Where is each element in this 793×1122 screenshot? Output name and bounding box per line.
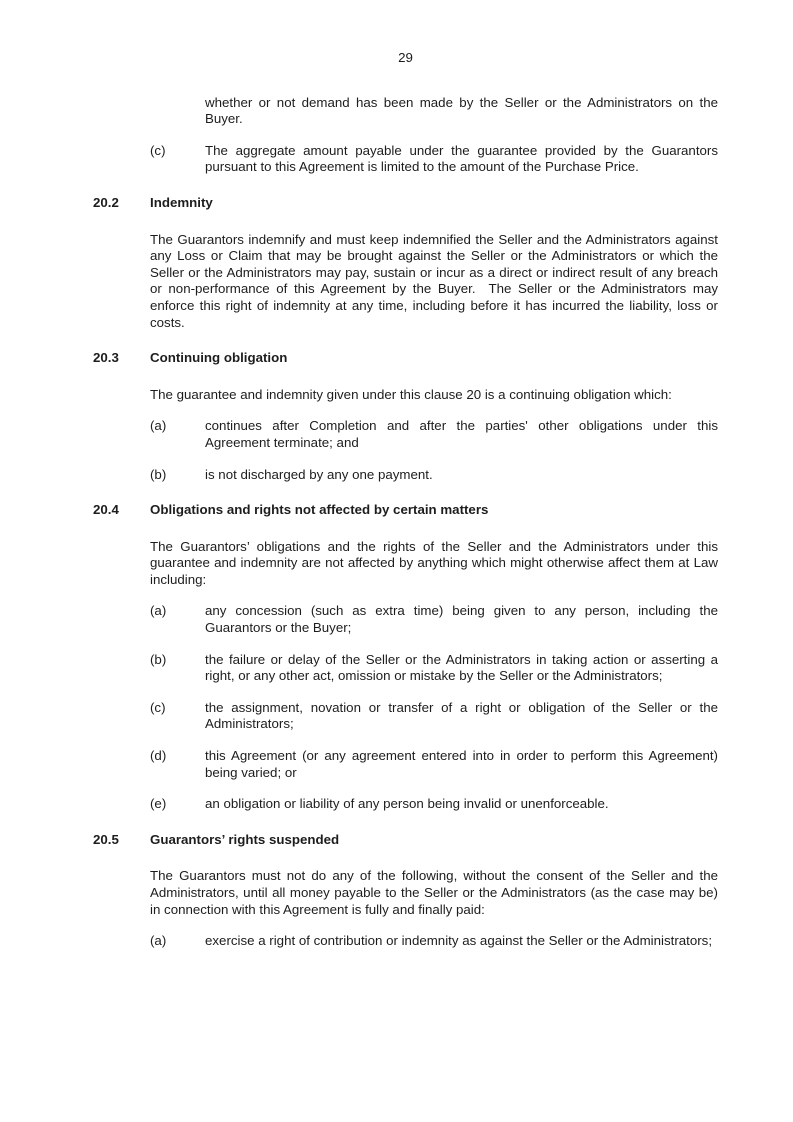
section-title: Indemnity	[150, 194, 213, 210]
section-number: 20.3	[93, 350, 119, 366]
list-item-label: (a)	[150, 418, 167, 434]
section-title: Guarantors’ rights suspended	[150, 831, 340, 847]
list-item-label: (e)	[150, 796, 167, 812]
list-item-text: any concession (such as extra time) being given to any person, including the Guarantors or the Buyer;	[205, 603, 718, 636]
clause-paragraph: The Guarantors must not do any of the following, without the consent of the Seller and the Administrators, until all money payable to the Seller or the Administrators (as the case may be) in connection with this Agreement is fully and finally paid:	[150, 868, 718, 917]
section-heading	[93, 502, 718, 519]
list-item-label: (d)	[150, 748, 167, 764]
list-item-label: (c)	[150, 699, 166, 715]
list-item	[150, 652, 718, 685]
list-item-label: (b)	[150, 466, 167, 482]
section-heading	[93, 195, 718, 212]
list-item-text: The aggregate amount payable under the guarantee provided by the Guarantors pursuant to this Agreement is limited to the amount of the Purchase Price.	[205, 142, 718, 175]
list-item-text: exercise a right of contribution or indemnity as against the Seller or the Administrators;	[205, 933, 713, 949]
list-item	[150, 143, 718, 176]
clause-paragraph: The Guarantors’ obligations and the rights of the Seller and the Administrators under this guarantee and indemnity are not affected by anything which might otherwise affect them at Law including:	[150, 538, 718, 587]
list-item	[150, 467, 718, 484]
section-number: 20.5	[93, 831, 119, 847]
list-item	[150, 603, 718, 636]
section-number: 20.4	[93, 502, 119, 518]
section-heading	[93, 832, 718, 849]
list-item-text: is not discharged by any one payment.	[205, 466, 433, 482]
list-item-text: continues after Completion and after the parties' other obligations under this Agreement terminate; and	[205, 418, 718, 450]
section-title: Obligations and rights not affected by certain matters	[150, 502, 489, 518]
list-item-label: (a)	[150, 603, 167, 619]
page-number: 29	[398, 50, 413, 65]
list-item-label: (a)	[150, 933, 167, 949]
list-item-label: (b)	[150, 651, 167, 667]
list-item	[150, 933, 718, 950]
list-item-label: (c)	[150, 142, 166, 158]
list-item-text: an obligation or liability of any person being invalid or unenforceable.	[205, 796, 609, 812]
section-number: 20.2	[93, 194, 119, 210]
list-item	[150, 748, 718, 781]
continuation-paragraph: whether or not demand has been made by the Seller or the Administrators on the Buyer.	[205, 94, 718, 127]
list-item-text: the assignment, novation or transfer of a right or obligation of the Seller or the Administrators;	[205, 699, 718, 732]
clause-paragraph: The Guarantors indemnify and must keep indemnified the Seller and the Administrators against any Loss or Claim that may be brought against the Seller or the Administrators or which the Seller or the Administrators may pay, sustain or incur as a direct or indirect result of any breach or non-performance of this Agreement by the Buyer. The Seller or the Administrators may enforce this right of indemnity at any time, including before it has incurred the liability, loss or costs.	[150, 231, 718, 330]
section-heading	[93, 350, 718, 367]
list-item	[150, 700, 718, 733]
list-item-text: the failure or delay of the Seller or the Administrators in taking action or asserting a right, or any other act, omission or mistake by the Seller or the Administrators;	[205, 651, 718, 684]
section-title: Continuing obligation	[150, 350, 288, 366]
list-item	[150, 796, 718, 813]
list-item	[150, 418, 718, 451]
clause-paragraph: The guarantee and indemnity given under this clause 20 is a continuing obligation which:	[150, 386, 672, 402]
list-item-text: this Agreement (or any agreement entered into in order to perform this Agreement) being varied; or	[205, 748, 718, 780]
